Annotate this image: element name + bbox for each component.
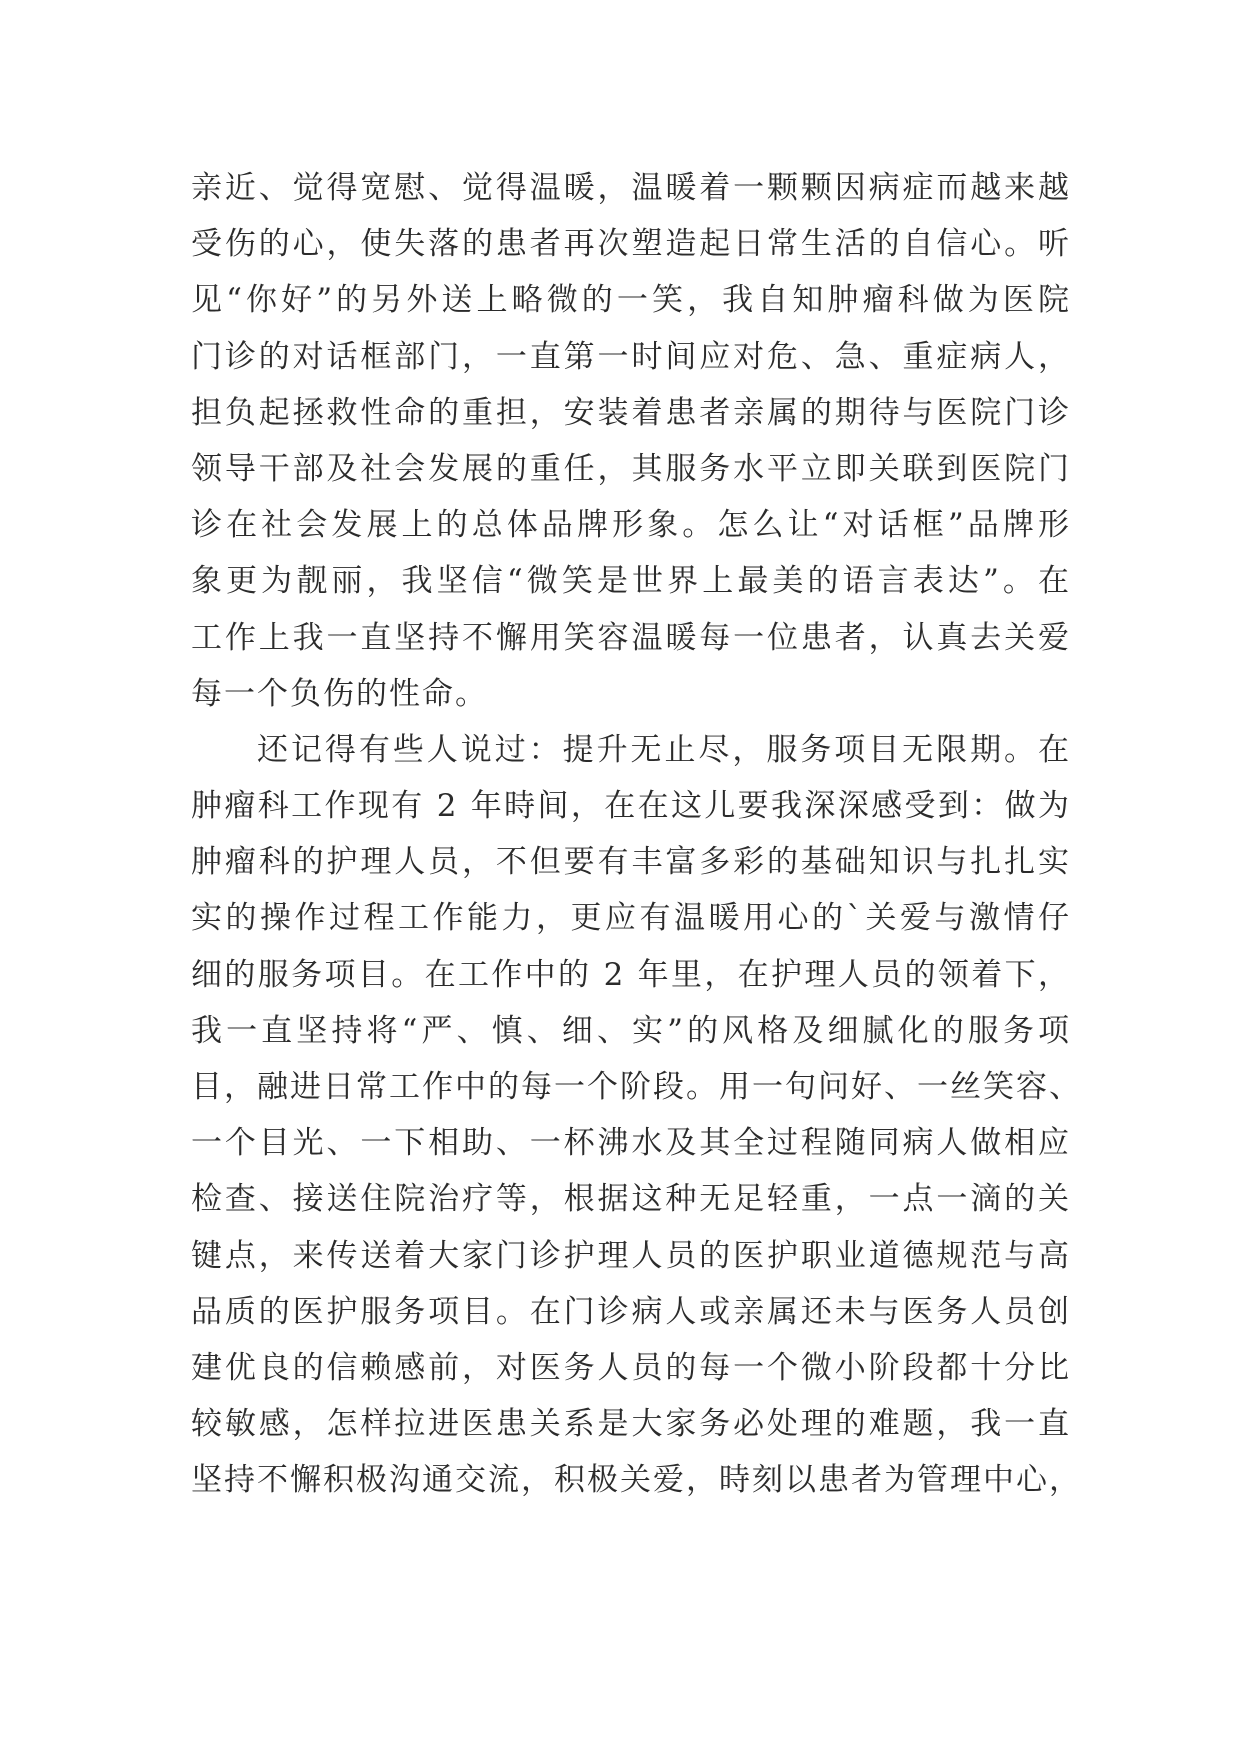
- text-line: 门诊的对话框部门，一直第一时间应对危、急、重症病人，: [191, 338, 1071, 375]
- text-line: 受伤的心，使失落的患者再次塑造起日常生活的自信心。听: [191, 226, 1071, 263]
- text-line: 肿瘤科的护理人员，不但要有丰富多彩的基础知识与扎扎实: [191, 844, 1071, 881]
- text-line: 担负起拯救性命的重担，安装着患者亲属的期待与医院门诊: [191, 394, 1071, 431]
- text-line: 诊在社会发展上的总体品牌形象。怎么让“对话框”品牌形: [191, 507, 1071, 544]
- paragraph-1: [191, 160, 1071, 722]
- text-line: 品质的医护服务项目。在门诊病人或亲属还未与医务人员创: [191, 1293, 1071, 1330]
- text-line: 较敏感，怎样拉进医患关系是大家务必处理的难题，我一直: [191, 1406, 1071, 1443]
- paragraph-2: [191, 722, 1082, 1509]
- text-line: 工作上我一直坚持不懈用笑容温暖每一位患者，认真去关爱: [191, 619, 1071, 656]
- text-line: 象更为靓丽，我坚信“微笑是世界上最美的语言表达”。在: [191, 563, 1071, 600]
- text-line: 建优良的信赖感前，对医务人员的每一个微小阶段都十分比: [191, 1349, 1071, 1386]
- text-line: 我一直坚持将“严、慎、细、实”的风格及细腻化的服务项: [191, 1012, 1071, 1049]
- text-line: 实的操作过程工作能力，更应有温暖用心的`关爱与激情仔: [191, 900, 1071, 937]
- text-line: 领导干部及社会发展的重任，其服务水平立即关联到医院门: [191, 450, 1071, 487]
- text-line: 键点，来传送着大家门诊护理人员的医护职业道德规范与高: [191, 1237, 1071, 1274]
- text-line: 细的服务项目。在工作中的 2 年里，在护理人员的领着下，: [191, 956, 1071, 993]
- text-line: 每一个负伤的性命。: [191, 675, 488, 712]
- text-line: 目，融进日常工作中的每一个阶段。用一句问好、一丝笑容、: [191, 1069, 1082, 1105]
- text-line: 见“你好”的另外送上略微的一笑，我自知肿瘤科做为医院: [191, 282, 1071, 319]
- text-line: 还记得有些人说过：提升无止尽，服务项目无限期。在: [257, 731, 1071, 768]
- document-body: [191, 160, 1082, 1509]
- text-line: 一个目光、一下相助、一杯沸水及其全过程随同病人做相应: [191, 1125, 1071, 1162]
- text-line: 坚持不懈积极沟通交流，积极关爱，時刻以患者为管理中心，: [191, 1462, 1082, 1499]
- text-line: 肿瘤科工作现有 2 年時间，在在这儿要我深深感受到：做为: [191, 788, 1071, 825]
- text-line: 亲近、觉得宽慰、觉得温暖，温暖着一颗颗因病症而越来越: [191, 170, 1071, 206]
- text-line: 检查、接送住院治疗等，根据这种无足轻重，一点一滴的关: [191, 1181, 1071, 1218]
